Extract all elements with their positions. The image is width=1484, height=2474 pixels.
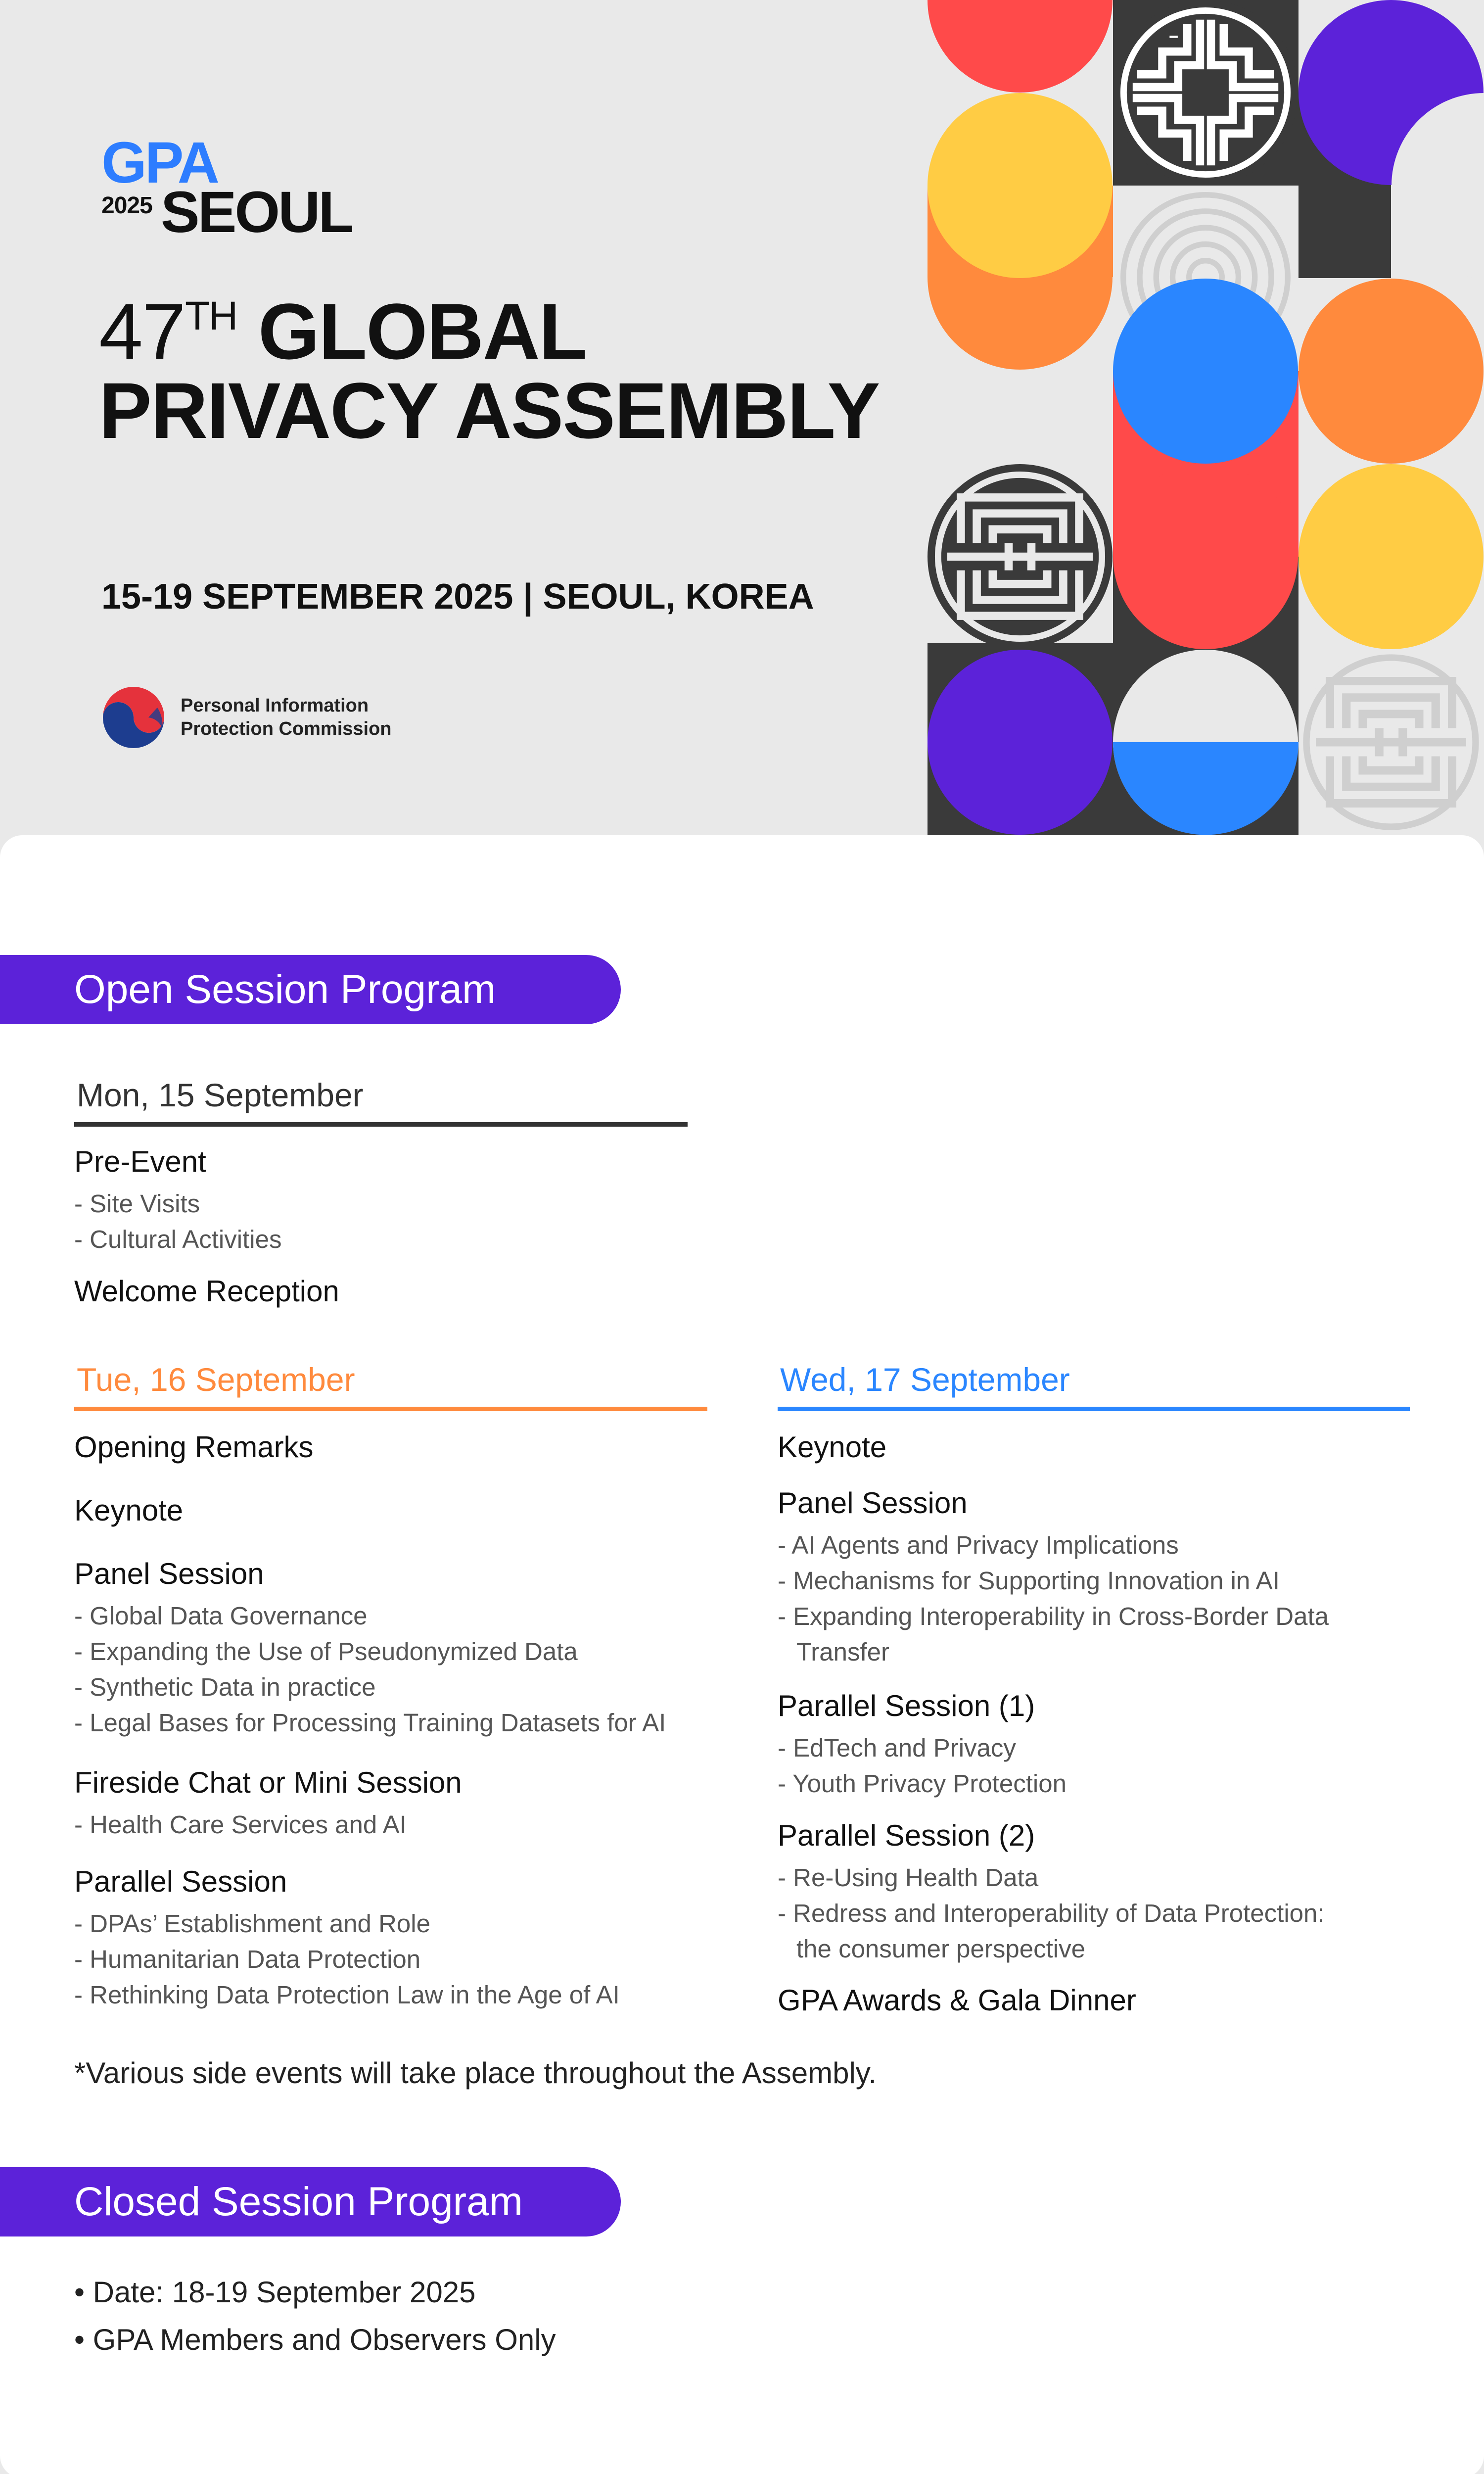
tue-fireside-list <box>74 1807 407 1843</box>
pattern-red-circle <box>1113 464 1298 649</box>
list-item: • Date: 18-19 September 2025 <box>74 2276 476 2309</box>
tue-panel-list <box>74 1598 666 1741</box>
closed-session-label: Closed Session Program <box>74 2179 523 2224</box>
wed-parallel-2: Parallel Session (2) <box>778 1819 1035 1852</box>
mon-welcome: Welcome Reception <box>74 1275 339 1308</box>
list-item: - Legal Bases for Processing Training Datasets for AI <box>74 1709 666 1737</box>
list-item: - Expanding Interoperability in Cross-Border Data <box>778 1602 1329 1630</box>
title-line-2: PRIVACY ASSEMBLY <box>99 366 880 455</box>
knot-icon <box>938 475 1102 638</box>
pattern-yellow-circle <box>1298 464 1484 649</box>
pattern-blue-circle <box>1113 279 1298 464</box>
pattern-yellow-circle <box>928 93 1113 278</box>
list-item: - DPAs’ Establishment and Role <box>74 1909 430 1938</box>
logo-gpa-text: GPA <box>101 130 218 195</box>
open-session-heading <box>0 955 621 1024</box>
title-number: 47 <box>99 287 185 376</box>
emblem-icon <box>101 685 166 750</box>
list-item: - Humanitarian Data Protection <box>74 1945 421 1973</box>
wed-underline <box>778 1407 1410 1411</box>
wed-awards: GPA Awards & Gala Dinner <box>778 1984 1136 2017</box>
closed-session-heading <box>0 2167 621 2236</box>
list-item: the consumer perspective <box>796 1935 1085 1963</box>
list-item: - Rethinking Data Protection Law in the Age of AI <box>74 1981 620 2009</box>
knot-icon <box>1306 658 1476 827</box>
wed-panel: Panel Session <box>778 1486 968 1520</box>
title-suffix: TH <box>185 293 237 338</box>
list-item: - Redress and Interoperability of Data Protection: <box>778 1899 1325 1927</box>
wed-date: Wed, 17 September <box>780 1361 1070 1398</box>
logo-year-text: 2025 <box>101 192 152 219</box>
side-events-note: *Various side events will take place throughout the Assembly. <box>74 2056 877 2090</box>
tue-date: Tue, 16 September <box>77 1361 355 1398</box>
wed-parallel-1: Parallel Session (1) <box>778 1689 1035 1722</box>
org-name <box>181 694 392 741</box>
list-item: - Expanding the Use of Pseudonymized Data <box>74 1637 578 1665</box>
gpa-seoul-logo <box>101 130 378 245</box>
mon-pre-event: Pre-Event <box>74 1145 206 1178</box>
pattern-orange-circle <box>1298 279 1484 464</box>
list-item: - Youth Privacy Protection <box>778 1769 1067 1798</box>
open-session-label: Open Session Program <box>74 967 496 1012</box>
list-item: - Mechanisms for Supporting Innovation in AI <box>778 1567 1280 1595</box>
tue-panel: Panel Session <box>74 1557 264 1590</box>
wed-parallel-1-list <box>778 1730 1067 1802</box>
tue-parallel-list <box>74 1906 620 2013</box>
list-item: - Site Visits <box>74 1189 200 1218</box>
list-item: • GPA Members and Observers Only <box>74 2323 556 2356</box>
wed-keynote: Keynote <box>778 1430 887 1464</box>
pipc-logo <box>101 685 392 750</box>
mon-underline <box>74 1122 688 1127</box>
pattern-purple-circle <box>928 650 1113 835</box>
list-item: Transfer <box>796 1638 889 1666</box>
tue-opening: Opening Remarks <box>74 1430 314 1464</box>
list-item: - AI Agents and Privacy Implications <box>778 1531 1179 1559</box>
list-item: - Health Care Services and AI <box>74 1810 407 1839</box>
event-dateline: 15-19 SEPTEMBER 2025 | SEOUL, KOREA <box>101 577 814 617</box>
header-pattern <box>928 0 1484 836</box>
org-name-line-1: Personal Information <box>181 695 369 716</box>
wed-parallel-2-list <box>778 1860 1325 1967</box>
tue-parallel: Parallel Session <box>74 1865 287 1898</box>
mon-date: Mon, 15 September <box>77 1077 364 1113</box>
title-line-1 <box>99 287 879 376</box>
list-item: - EdTech and Privacy <box>778 1734 1016 1762</box>
tue-fireside: Fireside Chat or Mini Session <box>74 1766 462 1799</box>
logo-seoul-text: SEOUL <box>161 180 352 245</box>
list-item: - Synthetic Data in practice <box>74 1673 376 1701</box>
title-word: GLOBAL <box>258 287 587 376</box>
closed-session-list <box>74 2269 556 2364</box>
org-name-line-2: Protection Commission <box>181 718 392 739</box>
wed-panel-list <box>778 1527 1329 1670</box>
tue-keynote: Keynote <box>74 1494 184 1527</box>
list-item: - Global Data Governance <box>74 1602 368 1630</box>
mon-pre-event-list <box>74 1186 281 1257</box>
page-title <box>99 287 880 455</box>
list-item: - Re-Using Health Data <box>778 1863 1039 1892</box>
tue-underline <box>74 1407 707 1411</box>
list-item: - Cultural Activities <box>74 1225 282 1253</box>
